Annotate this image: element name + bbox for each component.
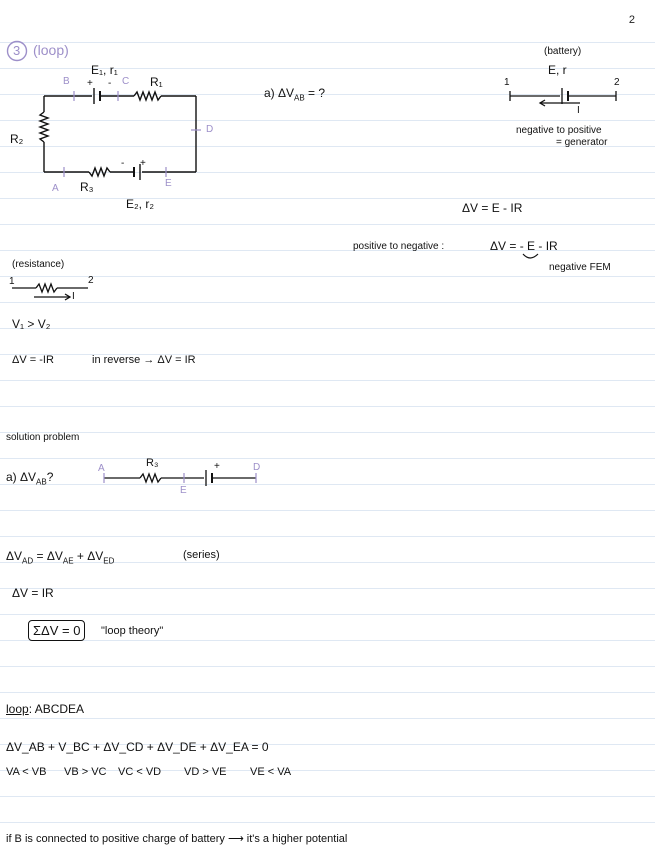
battery2-plus: + [140, 158, 146, 169]
resistance-note-title: (resistance) [12, 259, 65, 270]
battery-note-node2: 2 [614, 77, 620, 88]
battery2-label: E₂, r₂ [126, 197, 154, 211]
loop-sum-equation: ΔV_AB + V_BC + ΔV_CD + ΔV_DE + ΔV_EA = 0 [6, 740, 269, 754]
resistance-v-relation: V₁ > V₂ [12, 317, 51, 331]
solution-node-E: E [180, 485, 187, 496]
loop-theory-note: "loop theory" [101, 625, 164, 637]
solution-question-text: a) ΔV [6, 470, 37, 484]
resistance-equation: ΔV = -IR [12, 354, 54, 366]
solution-battery-plus: + [214, 461, 220, 472]
final-note: if B is connected to positive charge of battery ⟶ it's a higher potential [6, 833, 348, 845]
battery-note-node1: 1 [504, 77, 510, 88]
battery-note-caption-1: negative to positive [516, 125, 602, 136]
question-a-subscript: AB [294, 93, 305, 103]
series-eq-sub-3: ED [103, 556, 115, 566]
series-eq-part-3: + ΔV [73, 549, 104, 563]
series-eq-sub-1: AD [22, 556, 34, 566]
resistance-note-node1: 1 [9, 276, 15, 287]
loop-rule-box: ΣΔV = 0 [28, 620, 85, 641]
solution-question-tail: ? [46, 470, 54, 484]
inequality-2: VB > VC [64, 766, 107, 778]
solution-R3-label: R₃ [146, 457, 159, 469]
series-eq-part-2: = ΔV [33, 549, 63, 563]
resistance-note-current: I [72, 291, 75, 302]
pos-to-neg-equation: ΔV = - E - IR [490, 239, 558, 253]
solution-node-A: A [98, 463, 105, 474]
resistance-reverse: in reverse → ΔV = IR [92, 354, 196, 366]
series-equation [6, 549, 114, 565]
inequality-4: VD > VE [184, 766, 227, 778]
battery2-minus: - [121, 158, 125, 169]
battery-note-caption-2: = generator [556, 137, 608, 148]
page-number: 2 [628, 14, 635, 26]
battery1-label: E₁, r₁ [91, 63, 118, 77]
problem-tag: (loop) [33, 42, 69, 58]
problem-number: 3 [13, 43, 21, 58]
question-a-tail: = ? [304, 86, 326, 100]
node-label-D: D [206, 124, 214, 135]
battery-note-title: (battery) [544, 46, 582, 57]
series-eq-sub-2: AE [62, 556, 74, 566]
question-a-text: a) ΔV [264, 86, 295, 100]
battery-note-emf: E, r [548, 63, 567, 77]
resistor-R1-label: R₁ [150, 75, 163, 89]
resistor-R2-label: R₂ [10, 132, 24, 146]
battery1-plus: + [87, 78, 93, 89]
loop-heading [6, 702, 84, 716]
battery1-minus: - [108, 78, 112, 89]
series-note: (series) [183, 549, 220, 561]
battery-note-current: I [577, 105, 580, 116]
resistor-R3-label: R₃ [80, 180, 94, 194]
solution-heading: solution problem [6, 432, 80, 443]
negative-fem-note: negative FEM [549, 262, 611, 273]
node-label-C: C [122, 76, 130, 87]
solution-question-subscript: AB [36, 477, 47, 487]
generator-equation: ΔV = E - IR [462, 201, 523, 215]
resistance-note-node2: 2 [88, 275, 94, 286]
series-eq-part-1: ΔV [6, 549, 23, 563]
pos-to-neg-label: positive to negative : [353, 241, 445, 252]
ohm-law: ΔV = IR [12, 586, 54, 600]
inequality-1: VA < VB [6, 766, 47, 778]
inequality-3: VC < VD [118, 766, 162, 778]
node-label-B: B [63, 76, 70, 87]
node-label-A: A [52, 183, 59, 194]
inequality-5: VE < VA [250, 766, 292, 778]
loop-path: : ABCDEA [28, 702, 85, 716]
node-label-E: E [165, 178, 172, 189]
loop-label: loop [6, 702, 29, 716]
solution-node-D: D [253, 462, 261, 473]
